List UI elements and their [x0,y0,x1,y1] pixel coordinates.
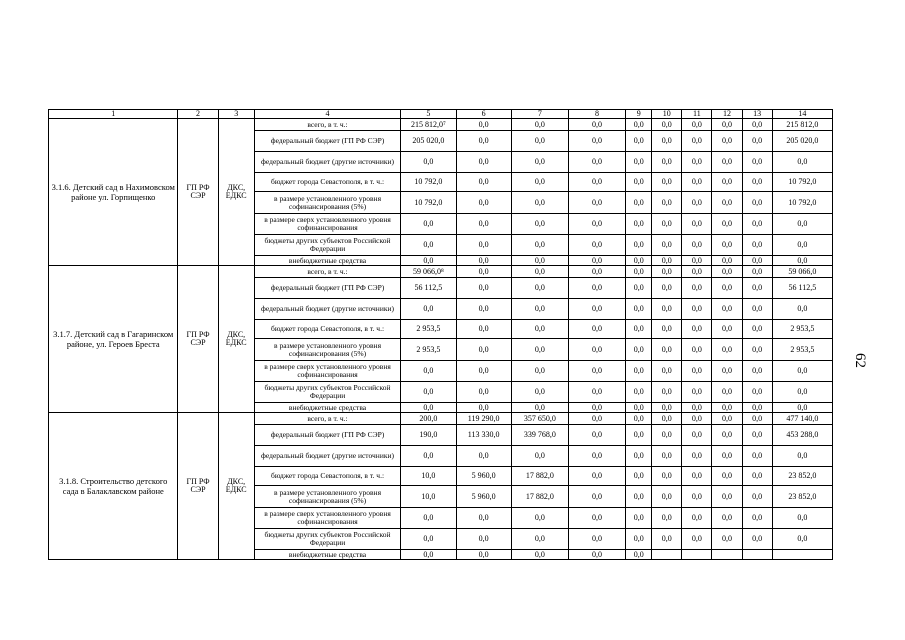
value-cell: 0,0 [682,446,712,467]
value-cell: 0,0 [742,508,772,529]
value-cell: 200,0 [401,413,456,425]
value-cell: 17 882,0 [511,467,568,486]
value-cell: 0,0 [456,192,511,214]
value-cell: 0,0 [712,119,742,131]
value-cell: 205 020,0 [772,131,832,152]
value-cell: 0,0 [626,339,652,361]
value-cell: 0,0 [682,214,712,235]
value-cell: 0,0 [772,446,832,467]
value-cell: 0,0 [568,152,625,173]
funding-source-cell: федеральный бюджет (другие источники) [254,299,401,320]
value-cell: 0,0 [456,320,511,339]
value-cell: 0,0 [568,278,625,299]
value-cell: 0,0 [456,119,511,131]
table-row [49,413,833,425]
value-cell: 0,0 [511,152,568,173]
value-cell: 0,0 [712,256,742,266]
funding-source-cell: бюджеты других субъектов Российской Федерации [254,382,401,403]
value-cell: 0,0 [772,361,832,382]
funding-source-cell: всего, в т. ч.: [254,413,401,425]
value-cell: 5 960,0 [456,486,511,508]
value-cell: 0,0 [626,508,652,529]
value-cell: 0,0 [772,214,832,235]
value-cell: 0,0 [652,339,682,361]
value-cell: 113 330,0 [456,425,511,446]
value-cell: 215 812,0⁷ [401,119,456,131]
value-cell: 0,0 [626,119,652,131]
value-cell: 0,0 [511,339,568,361]
value-cell: 0,0 [652,173,682,192]
value-cell: 0,0 [401,256,456,266]
value-cell: 0,0 [712,235,742,256]
value-cell: 0,0 [652,413,682,425]
value-cell: 10 792,0 [401,173,456,192]
value-cell: 0,0 [511,214,568,235]
value-cell: 0,0 [772,529,832,550]
value-cell: 0,0 [682,131,712,152]
value-cell: 0,0 [568,173,625,192]
value-cell: 0,0 [742,173,772,192]
value-cell: 453 288,0 [772,425,832,446]
col-header: 10 [652,110,682,119]
value-cell: 0,0 [511,508,568,529]
funding-source-cell: федеральный бюджет (ГП РФ СЭР) [254,131,401,152]
value-cell: 0,0 [456,266,511,278]
value-cell: 10,0 [401,467,456,486]
funding-source-cell: бюджет города Севастополя, в т. ч.: [254,467,401,486]
value-cell: 0,0 [626,467,652,486]
value-cell: 0,0 [772,299,832,320]
funding-source-cell: бюджет города Севастополя, в т. ч.: [254,320,401,339]
value-cell: 0,0 [652,361,682,382]
value-cell: 0,0 [401,235,456,256]
col-header: 1 [49,110,178,119]
value-cell: 0,0 [511,382,568,403]
value-cell: 0,0 [626,214,652,235]
value-cell: 0,0 [742,214,772,235]
object-cell: 3.1.8. Строительство детского сада в Балаклавском районе [49,413,178,560]
col-header: 9 [626,110,652,119]
value-cell: 339 768,0 [511,425,568,446]
value-cell: 0,0 [772,508,832,529]
value-cell: 0,0 [511,320,568,339]
value-cell: 0,0 [401,299,456,320]
value-cell: 0,0 [742,486,772,508]
table-row [49,119,833,131]
value-cell: 0,0 [712,508,742,529]
value-cell: 0,0 [742,235,772,256]
value-cell: 0,0 [456,256,511,266]
value-cell: 0,0 [712,339,742,361]
value-cell: 0,0 [772,256,832,266]
value-cell: 0,0 [401,361,456,382]
funding-source-cell: в размере установленного уровня софинансирования (5%) [254,192,401,214]
value-cell: 0,0 [652,278,682,299]
value-cell: 0,0 [511,173,568,192]
value-cell: 0,0 [401,403,456,413]
col-header: 8 [568,110,625,119]
value-cell: 0,0 [401,382,456,403]
value-cell: 0,0 [456,214,511,235]
value-cell: 0,0 [652,131,682,152]
col-header: 6 [456,110,511,119]
value-cell: 119 290,0 [456,413,511,425]
value-cell: 0,0 [742,119,772,131]
value-cell: 0,0 [712,299,742,320]
value-cell: 0,0 [511,278,568,299]
value-cell: 0,0 [652,382,682,403]
value-cell: 0,0 [772,152,832,173]
value-cell: 0,0 [742,152,772,173]
col-header: 11 [682,110,712,119]
value-cell: 0,0 [626,382,652,403]
value-cell: 0,0 [626,152,652,173]
value-cell: 0,0 [742,403,772,413]
value-cell: 59 066,0⁸ [401,266,456,278]
value-cell: 0,0 [626,131,652,152]
value-cell: 0,0 [742,425,772,446]
value-cell: 0,0 [712,361,742,382]
value-cell: 0,0 [712,266,742,278]
value-cell: 0,0 [511,235,568,256]
value-cell: 0,0 [568,529,625,550]
value-cell: 0,0 [626,299,652,320]
value-cell [772,550,832,560]
value-cell: 0,0 [742,339,772,361]
col-header: 12 [712,110,742,119]
col-header: 2 [178,110,218,119]
value-cell: 0,0 [742,467,772,486]
value-cell: 0,0 [626,550,652,560]
value-cell: 0,0 [652,446,682,467]
value-cell: 357 650,0 [511,413,568,425]
value-cell: 190,0 [401,425,456,446]
value-cell: 0,0 [712,467,742,486]
value-cell: 0,0 [682,339,712,361]
funding-source-cell: в размере сверх установленного уровня софинансирования [254,214,401,235]
value-cell: 0,0 [511,529,568,550]
value-cell: 0,0 [682,152,712,173]
value-cell: 2 953,5 [772,339,832,361]
value-cell: 0,0 [652,235,682,256]
value-cell: 0,0 [652,256,682,266]
value-cell: 0,0 [712,529,742,550]
value-cell: 0,0 [511,256,568,266]
value-cell: 0,0 [456,339,511,361]
value-cell: 0,0 [456,446,511,467]
col-header: 7 [511,110,568,119]
funding-source-cell: внебюджетные средства [254,256,401,266]
value-cell: 0,0 [682,413,712,425]
value-cell: 0,0 [682,173,712,192]
value-cell: 0,0 [652,299,682,320]
value-cell: 0,0 [712,382,742,403]
col-header: 5 [401,110,456,119]
value-cell: 0,0 [456,131,511,152]
table-body [49,119,833,560]
value-cell: 0,0 [626,235,652,256]
value-cell: 0,0 [401,529,456,550]
value-cell: 0,0 [456,550,511,560]
value-cell [652,550,682,560]
value-cell: 0,0 [712,425,742,446]
value-cell: 0,0 [652,214,682,235]
value-cell: 0,0 [456,529,511,550]
header-row [49,110,833,119]
value-cell: 56 112,5 [401,278,456,299]
funding-source-cell: федеральный бюджет (другие источники) [254,152,401,173]
value-cell: 0,0 [568,256,625,266]
value-cell: 2 953,5 [401,320,456,339]
value-cell: 0,0 [682,299,712,320]
value-cell: 0,0 [401,152,456,173]
funding-source-cell: всего, в т. ч.: [254,119,401,131]
value-cell: 0,0 [772,235,832,256]
value-cell: 0,0 [456,361,511,382]
funding-source-cell: федеральный бюджет (ГП РФ СЭР) [254,278,401,299]
value-cell: 0,0 [626,192,652,214]
program-cell: ГП РФ СЭР [178,413,218,560]
value-cell: 0,0 [652,425,682,446]
program-cell: ГП РФ СЭР [178,119,218,266]
value-cell: 0,0 [712,278,742,299]
value-cell: 0,0 [652,152,682,173]
value-cell: 0,0 [568,119,625,131]
funding-source-cell: в размере установленного уровня софинансирования (5%) [254,486,401,508]
value-cell: 0,0 [652,192,682,214]
value-cell: 0,0 [568,266,625,278]
table-row [49,266,833,278]
funding-source-cell: внебюджетные средства [254,550,401,560]
value-cell: 0,0 [712,446,742,467]
value-cell: 0,0 [568,382,625,403]
value-cell: 0,0 [626,446,652,467]
col-header: 13 [742,110,772,119]
value-cell: 0,0 [682,486,712,508]
value-cell: 0,0 [401,214,456,235]
value-cell: 0,0 [456,278,511,299]
value-cell: 0,0 [568,413,625,425]
value-cell: 2 953,5 [401,339,456,361]
value-cell: 0,0 [682,467,712,486]
value-cell: 0,0 [742,131,772,152]
executor-cell: ДКС, ЕДКС [218,413,254,560]
value-cell: 0,0 [511,192,568,214]
value-cell: 0,0 [568,425,625,446]
value-cell: 0,0 [456,382,511,403]
value-cell: 23 852,0 [772,467,832,486]
value-cell: 0,0 [652,467,682,486]
value-cell: 0,0 [712,320,742,339]
funding-source-cell: бюджет города Севастополя, в т. ч.: [254,173,401,192]
value-cell: 0,0 [652,119,682,131]
value-cell: 0,0 [511,361,568,382]
value-cell: 0,0 [712,131,742,152]
value-cell: 0,0 [742,266,772,278]
col-header: 14 [772,110,832,119]
funding-source-cell: бюджеты других субъектов Российской Федерации [254,235,401,256]
value-cell [712,550,742,560]
budget-table [48,109,833,560]
page-number: 62 [852,353,868,368]
value-cell: 0,0 [568,467,625,486]
value-cell: 0,0 [712,486,742,508]
value-cell: 0,0 [652,508,682,529]
object-cell: 3.1.7. Детский сад в Гагаринском районе, ул. Героев Бреста [49,266,178,413]
value-cell: 0,0 [401,550,456,560]
value-cell [682,550,712,560]
funding-source-cell: федеральный бюджет (ГП РФ СЭР) [254,425,401,446]
value-cell: 5 960,0 [456,467,511,486]
value-cell: 0,0 [772,382,832,403]
value-cell: 0,0 [511,131,568,152]
value-cell: 0,0 [742,529,772,550]
value-cell: 0,0 [511,446,568,467]
value-cell: 0,0 [652,486,682,508]
value-cell: 0,0 [401,508,456,529]
funding-source-cell: в размере сверх установленного уровня софинансирования [254,361,401,382]
value-cell: 0,0 [682,266,712,278]
value-cell: 215 812,0 [772,119,832,131]
value-cell: 0,0 [626,266,652,278]
program-cell: ГП РФ СЭР [178,266,218,413]
value-cell [742,550,772,560]
value-cell: 0,0 [682,508,712,529]
value-cell: 0,0 [682,320,712,339]
value-cell: 0,0 [712,173,742,192]
value-cell: 0,0 [568,339,625,361]
value-cell: 0,0 [712,214,742,235]
value-cell: 23 852,0 [772,486,832,508]
funding-source-cell: федеральный бюджет (другие источники) [254,446,401,467]
value-cell: 10,0 [401,486,456,508]
value-cell: 0,0 [682,278,712,299]
value-cell: 0,0 [742,299,772,320]
value-cell: 0,0 [742,361,772,382]
value-cell: 0,0 [652,529,682,550]
value-cell: 0,0 [626,278,652,299]
value-cell: 0,0 [568,320,625,339]
value-cell: 0,0 [568,486,625,508]
value-cell: 0,0 [682,192,712,214]
value-cell: 0,0 [456,235,511,256]
value-cell: 0,0 [568,192,625,214]
funding-source-cell: внебюджетные средства [254,403,401,413]
value-cell: 0,0 [511,119,568,131]
object-cell: 3.1.6. Детский сад в Нахимовском районе ул. Горпищенко [49,119,178,266]
value-cell: 0,0 [742,256,772,266]
executor-cell: ДКС, ЕДКС [218,266,254,413]
value-cell: 0,0 [682,361,712,382]
value-cell: 0,0 [626,486,652,508]
value-cell: 0,0 [712,403,742,413]
value-cell: 0,0 [626,413,652,425]
executor-cell: ДКС, ЕДКС [218,119,254,266]
value-cell: 0,0 [626,173,652,192]
value-cell: 0,0 [568,214,625,235]
value-cell: 0,0 [652,320,682,339]
funding-source-cell: в размере сверх установленного уровня софинансирования [254,508,401,529]
value-cell: 0,0 [511,550,568,560]
value-cell: 0,0 [568,508,625,529]
value-cell: 0,0 [712,192,742,214]
value-cell: 0,0 [456,403,511,413]
value-cell: 0,0 [742,192,772,214]
value-cell: 0,0 [626,403,652,413]
value-cell: 0,0 [626,361,652,382]
value-cell: 0,0 [401,446,456,467]
value-cell: 0,0 [682,119,712,131]
value-cell: 0,0 [568,299,625,320]
value-cell: 0,0 [511,403,568,413]
value-cell: 0,0 [652,266,682,278]
value-cell: 2 953,5 [772,320,832,339]
value-cell: 0,0 [626,425,652,446]
funding-source-cell: бюджеты других субъектов Российской Федерации [254,529,401,550]
value-cell: 0,0 [456,173,511,192]
value-cell: 0,0 [568,403,625,413]
value-cell: 0,0 [568,550,625,560]
value-cell: 0,0 [568,446,625,467]
value-cell: 10 792,0 [772,192,832,214]
value-cell: 17 882,0 [511,486,568,508]
value-cell: 0,0 [682,403,712,413]
value-cell: 0,0 [511,266,568,278]
value-cell: 0,0 [626,320,652,339]
value-cell: 0,0 [742,446,772,467]
value-cell: 0,0 [456,152,511,173]
value-cell: 477 140,0 [772,413,832,425]
col-header: 4 [254,110,401,119]
value-cell: 0,0 [742,413,772,425]
value-cell: 0,0 [682,256,712,266]
value-cell: 0,0 [456,508,511,529]
value-cell: 0,0 [712,152,742,173]
value-cell: 0,0 [742,278,772,299]
value-cell: 0,0 [568,235,625,256]
value-cell: 0,0 [682,382,712,403]
value-cell: 0,0 [456,299,511,320]
value-cell: 0,0 [682,235,712,256]
value-cell: 0,0 [626,529,652,550]
value-cell: 0,0 [772,403,832,413]
value-cell: 0,0 [682,425,712,446]
value-cell: 205 020,0 [401,131,456,152]
value-cell: 0,0 [568,361,625,382]
funding-source-cell: всего, в т. ч.: [254,266,401,278]
value-cell: 0,0 [652,403,682,413]
value-cell: 0,0 [712,413,742,425]
value-cell: 0,0 [742,382,772,403]
col-header: 3 [218,110,254,119]
value-cell: 0,0 [682,529,712,550]
value-cell: 0,0 [742,320,772,339]
value-cell: 10 792,0 [772,173,832,192]
value-cell: 0,0 [568,131,625,152]
value-cell: 56 112,5 [772,278,832,299]
value-cell: 10 792,0 [401,192,456,214]
value-cell: 0,0 [511,299,568,320]
value-cell: 59 066,0 [772,266,832,278]
funding-source-cell: в размере установленного уровня софинансирования (5%) [254,339,401,361]
value-cell: 0,0 [626,256,652,266]
